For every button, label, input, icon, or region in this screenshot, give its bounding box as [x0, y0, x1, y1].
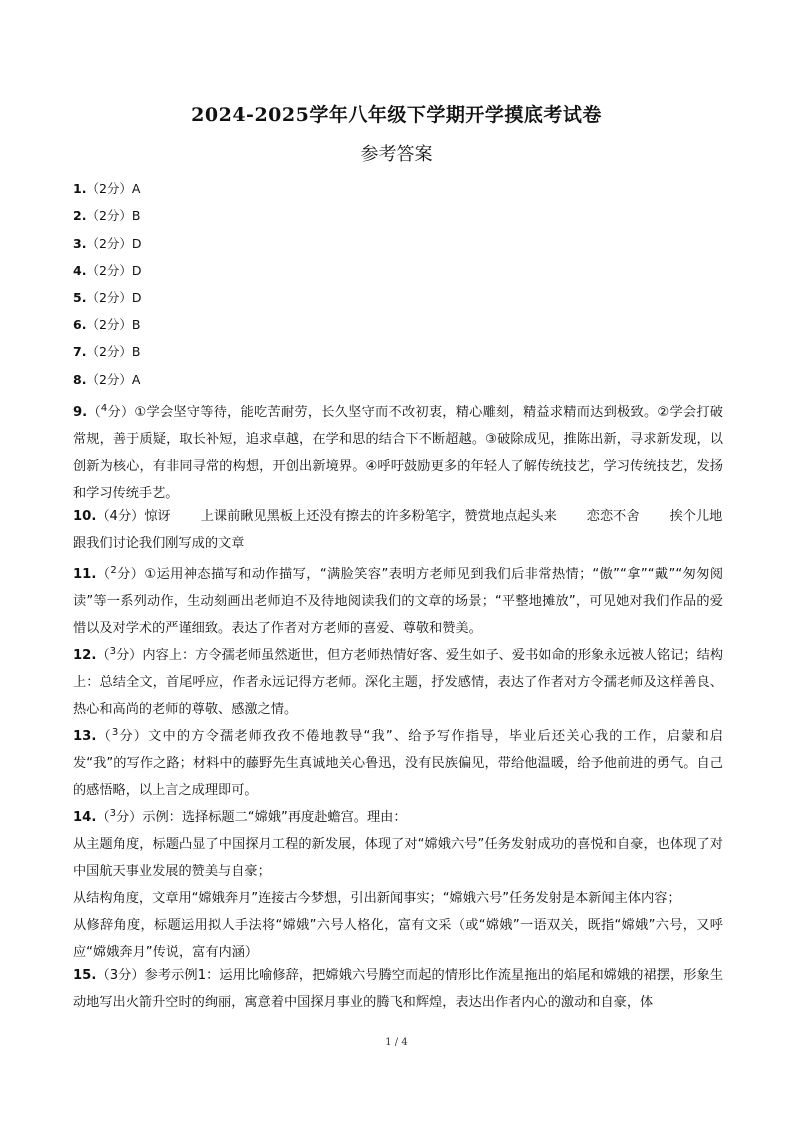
answer-item: 3.（2分）D	[73, 236, 142, 251]
answer-item: 8.（2分）A	[73, 372, 141, 387]
answer-line: 从主题角度，标题凸显了中国探月工程的新发展，体现了对“嫦娥六号”任务发射成功的喜悦和自豪，也体现了对中国航天事业发展的赞美与自豪；	[73, 837, 723, 879]
answer-item: 9.（$^4$分）①学会坚守等待，能吃苦耐劳，长久坚守而不改初衷，精心雕刻，精益求精而达到极致。②学会打破常规，善于质疑，取长补短，追求卓越，在学和思的结合下不断超越。③破除成见，推陈出新，寻求新发现，以创新为核心，有非同寻常的构想，开创出新境界。④呼吁鼓励更多的年轻人了解传统技艺，学习传统技艺，发扬和学习传统手艺。	[73, 403, 723, 501]
answer-item: 12.（$^3$分）内容上：方令孺老师虽然逝世，但方老师热情好客、爱生如子、爱书如命的形象永远被人铭记；结构上：总结全文，首尾呼应，作者永远记得方老师。深化主题，抒发感情，表达了作者对方令孺老师及这样善良、热心和高尚的老师的尊敬、感激之情。	[73, 646, 724, 717]
answer-line: 从修辞角度，标题运用拟人手法将“嫦娥”六号人格化，富有文采（或“嫦娥”一语双关，既指“嫦娥”六号，又呼应“嫦娥奔月”传说，富有内涵）	[73, 918, 723, 960]
answer-item: 15.（3分）参考示例1：运用比喻修辞，把嫦娥六号腾空而起的情形比作流星拖出的焰尾和嫦娥的裙摆，形象生动地写出火箭升空时的绚丽，寓意着中国探月事业的腾飞和辉煌，表达出作者内心的激动和自豪，体	[73, 968, 724, 1010]
page-number: 1 / 4	[385, 1037, 408, 1048]
answer-item: 2.（2分）B	[73, 208, 141, 223]
page-title: 2024-2025学年八年级下学期开学摸底考试卷	[191, 104, 602, 126]
answer-item: 7.（2分）B	[73, 344, 141, 359]
answer-lead: 14.（$^3$分）示例：选择标题二“嫦娥”再度赴蟾宫。理由：	[73, 808, 407, 825]
answer-item: 10.（4分）惊讶 上课前瞅见黑板上还没有擦去的许多粉笔字，赞赏地点起头来 恋恋不舍 挨个儿地跟我们讨论我们刚写成的文章	[73, 509, 723, 551]
answer-item: 13.（$^3$分）文中的方令孺老师孜孜不倦地教导“我”、给予写作指导，毕业后还关心我的工作，启蒙和启发“我”的写作之路；材料中的藤野先生真诚地关心鲁迅，没有民族偏见，带给他温暖，给予他前进的勇气。自己的感悟略，以上言之成理即可。	[73, 727, 723, 798]
answer-item: 6.（2分）B	[73, 317, 141, 332]
answer-item	[73, 800, 723, 966]
answer-item: 11.（$^2$分）①运用神态描写和动作描写，“满脸笑容”表明方老师见到我们后非常热情；“傲”“拿”“戴”“匆匆阅读”等一系列动作，生动刻画出老师迫不及待地阅读我们的文章的场景；“平整地摊放”，可见她对我们作品的爱惜以及对学术的严谨细致。表达了作者对方老师的喜爱、尊敬和赞美。	[73, 565, 724, 636]
answer-line: 从结构角度，文章用“嫦娥奔月”连接古今梦想，引出新闻事实；“嫦娥六号”任务发射是本新闻主体内容；	[73, 891, 681, 906]
answer-item: 1.（2分）A	[73, 181, 141, 196]
answer-item: 5.（2分）D	[73, 290, 142, 305]
answer-item: 4.（2分）D	[73, 263, 142, 278]
page-subtitle: 参考答案	[360, 144, 433, 165]
